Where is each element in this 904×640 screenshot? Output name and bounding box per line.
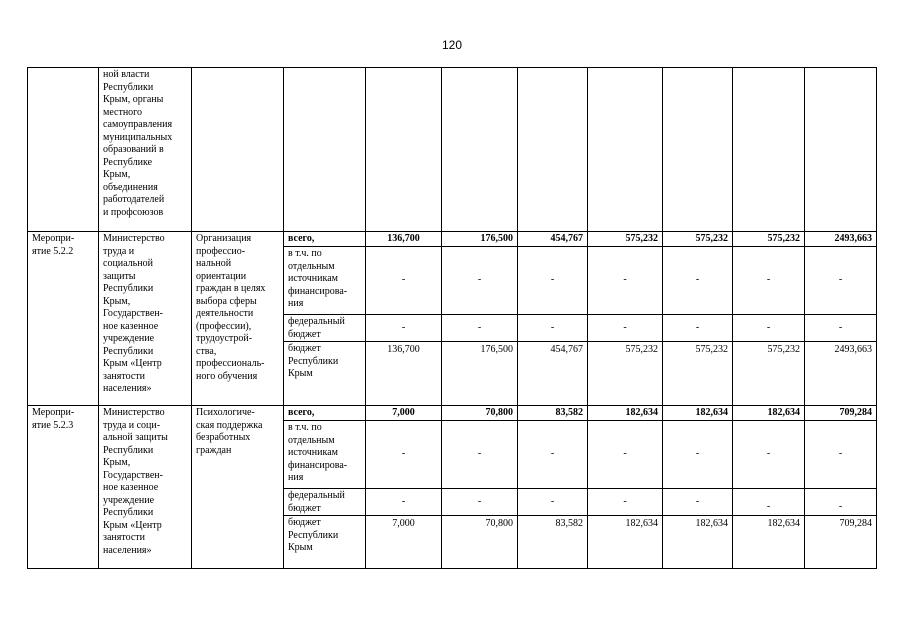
continuation-row	[28, 68, 877, 232]
value-cell: 575,232	[663, 232, 733, 247]
executor-cell: Министерство труда и соци- альной защиты Республики Крым, Государствен- ное казенное учреждение Республики Крым «Центр занятости населения»	[99, 406, 192, 569]
value-cell: -	[588, 421, 663, 489]
value-cell: 182,634	[733, 516, 805, 569]
value-cell: 7,000	[366, 406, 442, 421]
value-cell: -	[733, 247, 805, 315]
dash-mark: -	[766, 500, 771, 512]
value-cell: -	[805, 421, 877, 489]
value-cell: -	[518, 489, 588, 516]
executor-cell: ной власти Республики Крым, органы местного самоуправления муниципальных образований в Республике Крым, объединения работодателей и профсоюзов	[99, 68, 192, 232]
value-cell: 182,634	[588, 406, 663, 421]
value-cell: 182,634	[733, 406, 805, 421]
value-cell	[518, 68, 588, 232]
measure-name-cell: Меропри- ятие 5.2.2	[28, 232, 99, 406]
value-cell: -	[663, 421, 733, 489]
value-cell: -	[663, 247, 733, 315]
value-cell: 709,284	[805, 406, 877, 421]
source-cell: бюджет Республики Крым	[284, 516, 366, 569]
value-cell: 136,700	[366, 342, 442, 406]
value-cell: -	[663, 489, 733, 516]
value-cell: -	[805, 247, 877, 315]
value-cell: -	[518, 247, 588, 315]
value-cell: -	[733, 421, 805, 489]
description-cell: Психологиче- ская поддержка безработных граждан	[192, 406, 284, 569]
value-cell	[733, 68, 805, 232]
page-number: 120	[441, 38, 463, 52]
description-cell: Организация профессио- нальной ориентации граждан в целях выбора сферы деятельности (профессии), трудоустрой- ства, профессиональ- ного обучения	[192, 232, 284, 406]
value-cell: 575,232	[588, 342, 663, 406]
source-cell: в т.ч. по отдельным источникам финансирова- ния	[284, 421, 366, 489]
value-cell: 575,232	[733, 232, 805, 247]
value-cell: 176,500	[442, 342, 518, 406]
value-cell: 182,634	[588, 516, 663, 569]
value-cell: -	[518, 315, 588, 342]
value-cell: 83,582	[518, 516, 588, 569]
funding-table	[27, 67, 877, 569]
value-cell	[588, 68, 663, 232]
source-cell: бюджет Республики Крым	[284, 342, 366, 406]
source-cell: в т.ч. по отдельным источникам финансирова- ния	[284, 247, 366, 315]
source-cell: всего,	[284, 232, 366, 247]
value-cell	[663, 68, 733, 232]
value-cell	[366, 68, 442, 232]
value-cell: -	[442, 489, 518, 516]
executor-cell: Министерство труда и социальной защиты Республики Крым, Государствен- ное казенное учреждение Республики Крым «Центр занятости населения»	[99, 232, 192, 406]
source-cell: федеральный бюджет	[284, 489, 366, 516]
value-cell: 2493,663	[805, 232, 877, 247]
value-cell: 709,284	[805, 516, 877, 569]
value-cell: -	[663, 315, 733, 342]
value-cell: 7,000	[366, 516, 442, 569]
value-cell: 136,700	[366, 232, 442, 247]
source-cell: всего,	[284, 406, 366, 421]
value-cell	[805, 68, 877, 232]
value-cell: -	[805, 315, 877, 342]
value-cell: -	[366, 315, 442, 342]
value-cell	[805, 489, 877, 516]
dash-mark: -	[838, 500, 843, 512]
value-cell: 83,582	[518, 406, 588, 421]
value-cell: -	[366, 247, 442, 315]
value-cell: -	[366, 489, 442, 516]
value-cell: -	[442, 421, 518, 489]
measure-name-cell: Меропри- ятие 5.2.3	[28, 406, 99, 569]
value-cell: 182,634	[663, 516, 733, 569]
funding-row	[28, 232, 877, 247]
value-cell: 2493,663	[805, 342, 877, 406]
value-cell: -	[588, 489, 663, 516]
value-cell: -	[733, 315, 805, 342]
description-cell	[192, 68, 284, 232]
value-cell: 575,232	[588, 232, 663, 247]
value-cell: 575,232	[733, 342, 805, 406]
value-cell: 70,800	[442, 406, 518, 421]
measure-name-cell	[28, 68, 99, 232]
value-cell: 182,634	[663, 406, 733, 421]
value-cell: -	[442, 315, 518, 342]
value-cell: 454,767	[518, 342, 588, 406]
value-cell: 70,800	[442, 516, 518, 569]
value-cell: 575,232	[663, 342, 733, 406]
source-cell	[284, 68, 366, 232]
source-cell: федеральный бюджет	[284, 315, 366, 342]
value-cell	[442, 68, 518, 232]
value-cell: -	[588, 247, 663, 315]
value-cell: -	[518, 421, 588, 489]
value-cell: 454,767	[518, 232, 588, 247]
value-cell: -	[442, 247, 518, 315]
value-cell: 176,500	[442, 232, 518, 247]
value-cell: -	[588, 315, 663, 342]
funding-row	[28, 406, 877, 421]
value-cell	[733, 489, 805, 516]
value-cell: -	[366, 421, 442, 489]
